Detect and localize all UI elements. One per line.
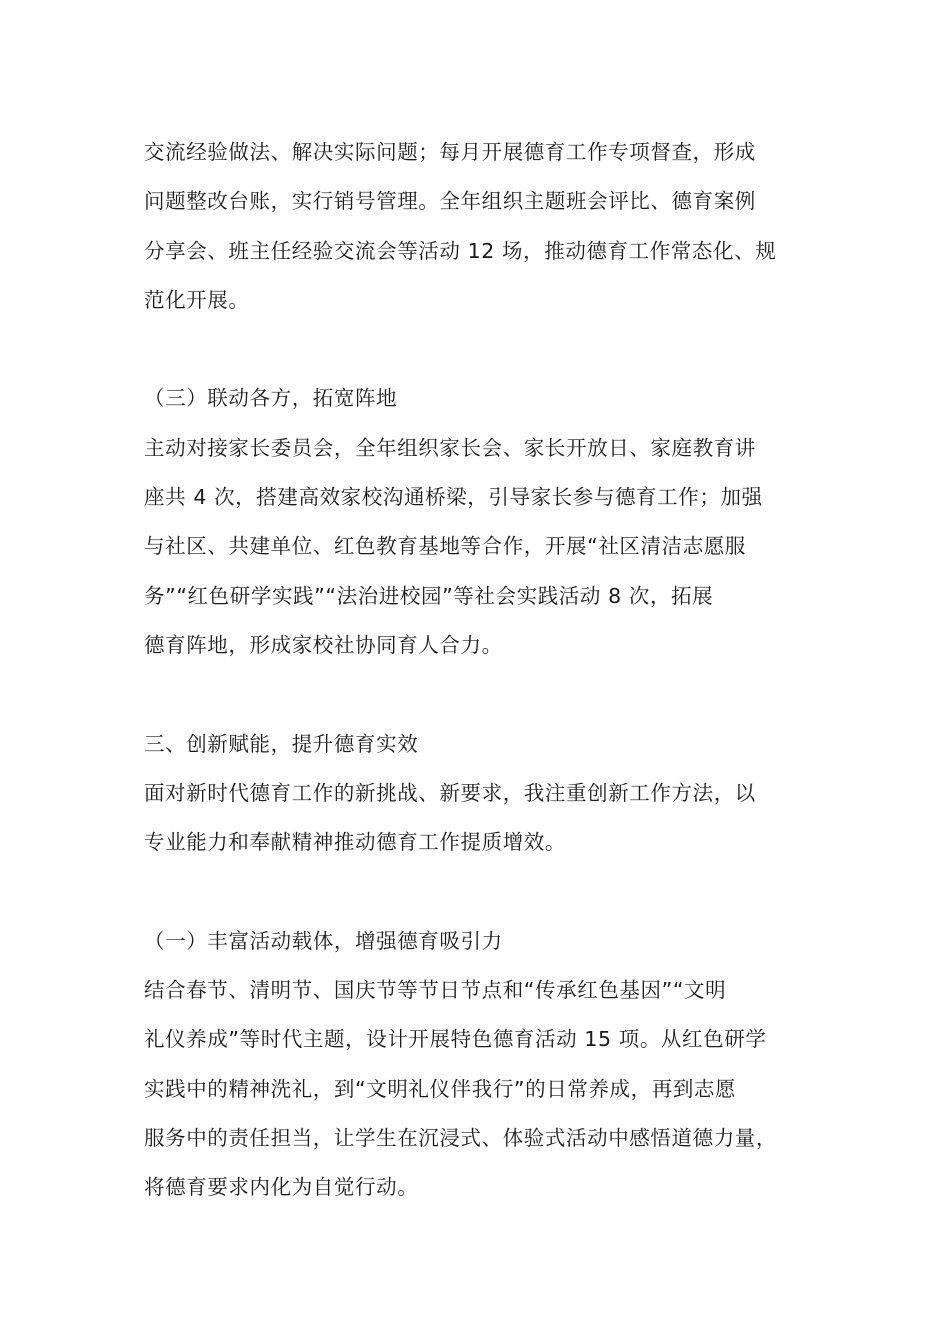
text-line: 范化开展。 — [144, 287, 250, 312]
text-line: 礼仪养成”等时代主题，设计开展特色德育活动 15 项。从红色研学 — [144, 1027, 767, 1052]
paragraph-spacer — [144, 867, 824, 916]
text-line: 专业能力和奉献精神推动德育工作提质增效。 — [144, 830, 566, 855]
text-line: 服务中的责任担当，让学生在沉浸式、体验式活动中感悟道德力量， — [144, 1125, 777, 1150]
text-line: 德育阵地，形成家校社协同育人合力。 — [144, 632, 503, 657]
text-line: 面对新时代德育工作的新挑战、新要求，我注重创新工作方法，以 — [144, 780, 756, 805]
text-line: 主动对接家长委员会，全年组织家长会、家长开放日、家庭教育讲 — [144, 435, 756, 460]
document-body — [144, 128, 824, 1213]
text-line: 将德育要求内化为自觉行动。 — [144, 1175, 419, 1200]
text-line: 交流经验做法、解决实际问题；每月开展德育工作专项督查，形成 — [144, 140, 756, 164]
paragraph-innovation-intro — [144, 769, 824, 868]
heading-text: （三）联动各方，拓宽阵地 — [144, 386, 398, 411]
text-line: 与社区、共建单位、红色教育基地等合作，开展“社区清洁志愿服 — [144, 534, 747, 559]
paragraph-activity-carriers — [144, 966, 824, 1212]
chapter-heading-3 — [144, 720, 824, 769]
paragraph-home-school-cooperation — [144, 424, 824, 670]
paragraph-spacer — [144, 325, 824, 374]
heading-text: 三、创新赋能，提升德育实效 — [144, 731, 419, 756]
text-line: 分享会、班主任经验交流会等活动 12 场，推动德育工作常态化、规 — [144, 238, 777, 263]
paragraph-activities-summary — [144, 128, 824, 325]
section-heading-1 — [144, 917, 824, 966]
heading-text: （一）丰富活动载体，增强德育吸引力 — [144, 928, 503, 953]
text-line: 座共 4 次，搭建高效家校沟通桥梁，引导家长参与德育工作；加强 — [144, 485, 763, 510]
text-line: 务”“红色研学实践”“法治进校园”等社会实践活动 8 次，拓展 — [144, 583, 714, 608]
text-line: 结合春节、清明节、国庆节等节日节点和“传承红色基因”“文明 — [144, 978, 727, 1003]
paragraph-spacer — [144, 670, 824, 719]
text-line: 实践中的精神洗礼，到“文明礼仪伴我行”的日常养成，再到志愿 — [144, 1076, 737, 1101]
text-line: 问题整改台账，实行销号管理。全年组织主题班会评比、德育案例 — [144, 189, 756, 214]
section-heading-3 — [144, 374, 824, 423]
